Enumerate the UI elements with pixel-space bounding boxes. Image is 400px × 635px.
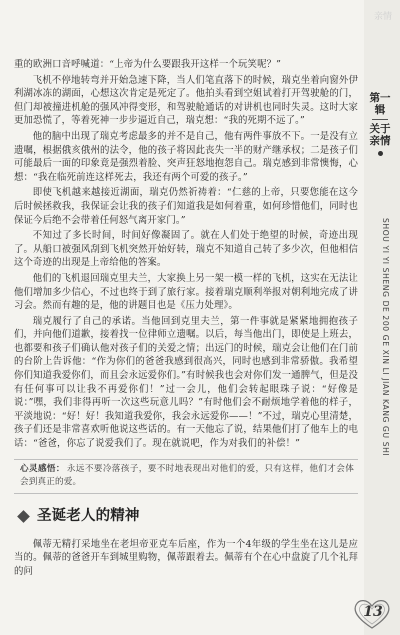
chapter-divider (372, 119, 388, 120)
sentiment-label: 心灵感悟： (20, 463, 65, 474)
main-text-column (14, 58, 358, 578)
chapter-tab (368, 92, 392, 156)
body-paragraph: 他们的飞机退回瑞克里夫兰，大家换上另一架一模一样的飞机，这实在无法让他们增加多少信心，不过也终于到了旅行家。接着瑞克顺利举报对朝利地完成了讲习会。然而有趣的是，他的讲题目也是《压力处理》。 (14, 272, 358, 312)
body-paragraph: 瑞克履行了自己的承诺。当他回到克里夫兰，第一件事就是紧紧地拥抱孩子们，并向他们道歉，接着找一位律师立遗嘱。以后，每当他出门，即使是上班去，也都要和孩子们确认他对孩子们的关爱之情；出远门的时候，瑞克会让他们在门前的台阶上告诉他：“作为你们的爸爸我感到很高兴，同时也感到非常骄傲。我希望你们知道我爱你们，而且会永远爱你们。”有时候我也会对你们发一通脾气，但是没有任何事可以让我不再爱你们！”过一会儿，他们会转起眼珠子说：“好像是说：”嘿，我们非得再听一次这些玩意儿吗？”有时他们会不耐烦地学着他的样子，平淡地说：“好！好！我知道我爱你，我会永远爱你——！”不过，瑞克心里清楚，孩子们还是非常喜欢听他说这些话的。有一天他忘了说，结果他们打了他车上的电话：“爸爸，你忘了说爱我们了。现在就说吧，作为对我们的补偿！” (14, 315, 358, 450)
diamond-bullet-icon (17, 510, 30, 523)
body-paragraph: 飞机不停地转弯并开始急速下降，当人们笔直落下的时候，瑞克坐着向窗外伊利湖冰冻的湖面，心想这次肯定是死定了。他拍头看到空姐试着打开驾驶舱的门，但门却被撞进机舱的强风冲得变形，和驾驶舱通话的对讲机也同时失灵。这时大家更加恐慌了，等着死神一步步逼近自己，瑞克想：“我的死期不远了。” (14, 74, 358, 127)
chapter-title: 关于亲情 (369, 123, 391, 147)
chapter-dot-icon (378, 151, 383, 156)
body-paragraph: 即使飞机越来越接近湖面，瑞克仍然祈祷着：“仁慈的上帝，只要您能在这今后时候拯救我，我保证会让我的孩子们知道我是如何着重，如何珍惜他们，同时也保证今后绝不会带着任何怒气离开家门。” (14, 187, 358, 226)
chapter-label: 第一辑 (369, 92, 391, 116)
body-paragraph: 重的欧洲口音呼喊道：“上帝为什么要跟我开这样一个玩笑呢？” (14, 59, 282, 70)
page-number: 13 (363, 604, 383, 620)
page-number-badge (352, 597, 392, 631)
body-paragraph: 佩蒂无精打采地坐在老坦帝亚克车后座，作为一个4年级的学生坐在这儿是应当的。佩蒂的爸爸开车到城里购物，佩蒂跟着去。佩蒂有个在心中盘旋了几个礼拜的问 (14, 538, 358, 577)
story-heading (14, 510, 358, 524)
body-paragraph: 不知过了多长时间，时间好像凝固了。就在人们处于绝望的时候，奇迹出现了。从船口被强风刮到飞机突然开始好转，瑞克不知道自己转了多少次，但他相信这个奇迹的出现是上帝给他的答案。 (14, 230, 358, 269)
sentiment-box (14, 459, 358, 494)
faint-running-head: 亲情 (374, 12, 393, 22)
sentiment-text: 永远不要冷落孩子，要不时地表现出对他们的爱，只有这样，他们才会体会到真正的爱。 (20, 463, 354, 487)
vertical-running-title: SHOU YI YI SHENG DE 200 GE XIN LI JIAN KANG GU SHI (381, 218, 390, 457)
story-title: 圣诞老人的精神 (37, 508, 140, 525)
body-paragraph: 他的脑中出现了瑞克考虑最多的并不是自己，他有两件事放不下。一是没有立遗嘱，根据俄亥俄州的法令，他的孩子将因此丧失一半的财产继承权；二是孩子们可能最后一面的印象竟是强烈着脸、突声狂怒地抱怨自己。瑞克感到非常懊悔，心想：“我在临死前连这样死去，我还有两个可爱的孩子。” (14, 130, 358, 183)
